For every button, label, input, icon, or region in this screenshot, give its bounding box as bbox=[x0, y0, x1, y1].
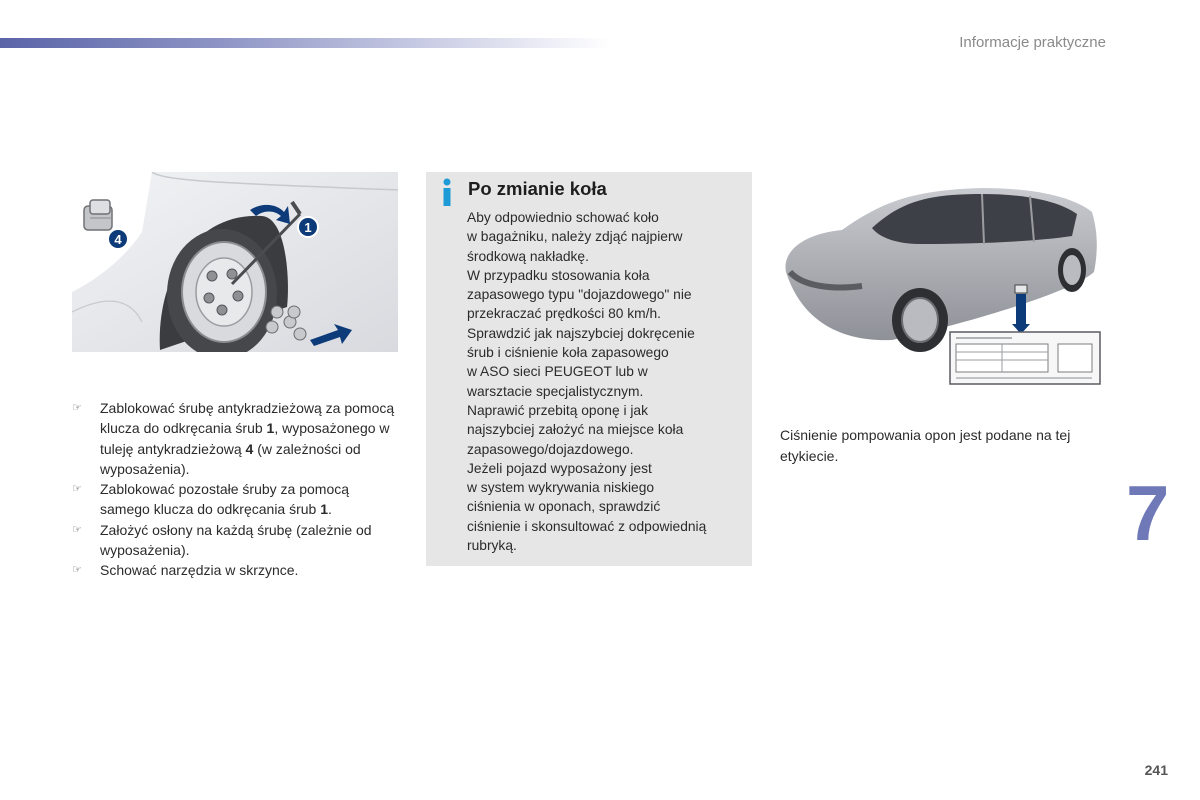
header-gradient-bar bbox=[0, 38, 610, 48]
info-paragraph: Aby odpowiednio schować koło w bagażniku, należy zdjąć najpierw środkową nakładkę. bbox=[467, 210, 683, 264]
callout-4-icon bbox=[108, 229, 128, 249]
step-text: Zablokować pozostałe śruby za pomocą samego klucza do odkręcania śrub bbox=[100, 481, 350, 518]
info-paragraph: Sprawdzić jak najszybciej dokręcenie śrub i ciśnienie koła zapasowego w ASO sieci PEUGEOT lub w warsztacie specjalistycznym. bbox=[467, 325, 695, 399]
step-reference-number: 4 bbox=[245, 440, 254, 457]
info-paragraph: Jeżeli pojazd wyposażony jest w system wykrywania niskiego ciśnienia w oponach, sprawdzić ciśnienie i skonsultować z odpowiednią rubryką. bbox=[467, 460, 707, 554]
step-text: Zablokować śrubę antykradzieżową za pomocą klucza do odkręcania śrub bbox=[100, 400, 395, 437]
step-text: . bbox=[328, 501, 332, 518]
svg-text:1: 1 bbox=[304, 220, 312, 235]
pointing-hand-icon: ☞ bbox=[72, 402, 82, 414]
info-paragraph: Naprawić przebitą oponę i jak najszybciej założyć na miejsce koła zapasowego/dojazdowego. bbox=[467, 402, 684, 457]
step-text: Schować narzędzia w skrzynce. bbox=[100, 562, 299, 579]
pointing-hand-icon: ☞ bbox=[72, 483, 82, 496]
procedure-step bbox=[72, 398, 402, 479]
step-reference-number: 1 bbox=[320, 501, 329, 518]
info-box-text bbox=[467, 208, 745, 555]
step-reference-number: 1 bbox=[266, 420, 275, 437]
procedure-step bbox=[72, 479, 402, 520]
pointing-hand-icon: ☞ bbox=[72, 564, 82, 577]
chapter-number: 7 bbox=[1126, 469, 1170, 557]
info-icon bbox=[440, 178, 454, 206]
procedure-step bbox=[72, 520, 402, 561]
step-text: , wyposażonego w tuleję antykradzieżową bbox=[100, 420, 390, 457]
wheel-bolts-illustration bbox=[72, 172, 398, 352]
tyre-pressure-caption: Ciśnienie pompowania opon jest podane na tej etykiecie. bbox=[780, 427, 1071, 464]
car-tyre-pressure-label-illustration bbox=[772, 172, 1102, 387]
info-paragraph: W przypadku stosowania koła zapasowego typu "dojazdowego" nie przekraczać prędkości 80 km/h. bbox=[467, 267, 692, 322]
procedure-steps-list bbox=[72, 398, 402, 581]
pointing-hand-icon: ☞ bbox=[72, 523, 82, 536]
info-box-after-wheel-change bbox=[426, 172, 752, 566]
step-text: Założyć osłony na każdą śrubę (zależnie od wyposażenia). bbox=[100, 521, 372, 559]
section-title: Informacje praktyczne bbox=[959, 34, 1106, 51]
info-box-title: Po zmianie koła bbox=[468, 178, 607, 199]
procedure-step bbox=[72, 560, 402, 580]
svg-text:4: 4 bbox=[114, 232, 122, 247]
step-text: (w zależności od wyposażenia). bbox=[100, 440, 361, 477]
callout-1-icon bbox=[298, 217, 318, 237]
page-number: 241 bbox=[1144, 762, 1168, 778]
